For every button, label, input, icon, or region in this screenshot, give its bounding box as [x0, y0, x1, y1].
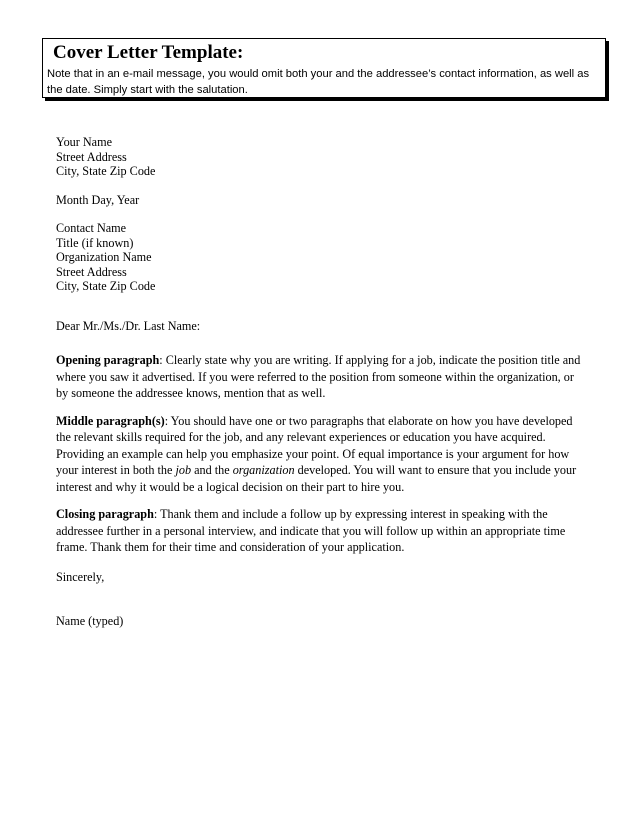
opening-label: Opening paragraph [56, 353, 160, 367]
recipient-street: Street Address [56, 264, 127, 279]
date-line: Month Day, Year [56, 192, 140, 207]
salutation [56, 319, 586, 334]
middle-label: Middle paragraph(s) [56, 413, 165, 428]
middle-text-a: : You should have one or two paragraphs that elaborate on how you have developed the relevant skills required for the job, and any relevant experiences or education you have acquired. Providing an example can help you emphasize your point. Of equal importance is your argument for how your interest in both the [56, 413, 573, 477]
middle-emphasis-organization: organization [232, 463, 295, 477]
middle-paragraph [56, 413, 586, 496]
sender-city: City, State Zip Code [56, 164, 156, 178]
sender-address [56, 135, 586, 179]
middle-text-b: and the [191, 463, 233, 477]
opening-text: : Clearly state why you are writing. If applying for a job, indicate the position title and where you saw it advertised. If you were referred to the position from someone within the organization, or by someone the addressee knows, mention that as well. [56, 353, 581, 400]
recipient-title: Title (if known) [56, 235, 134, 250]
sender-name: Your Name [56, 135, 112, 149]
signature [56, 614, 586, 629]
signoff [56, 570, 586, 585]
middle-text-c: developed. You will want to ensure that you include your interest and why it would be a logical decision on their part to hire you. [56, 463, 577, 494]
recipient-organization: Organization Name [56, 250, 152, 264]
recipient-city: City, State Zip Code [56, 279, 156, 293]
signature-line: Name (typed) [56, 614, 124, 628]
recipient-address [56, 221, 586, 294]
letter-body [56, 135, 586, 629]
template-title: Cover Letter Template: [53, 42, 244, 63]
closing-label: Closing paragraph [56, 507, 154, 521]
template-header-box [42, 38, 606, 98]
signoff-line: Sincerely, [56, 569, 105, 584]
salutation-line: Dear Mr./Ms./Dr. Last Name: [56, 318, 201, 333]
recipient-contact: Contact Name [56, 221, 127, 235]
template-note: Note that in an e-mail message, you would omit both your and the addressee’s contact information, as well as the date. Simply start with the salutation. [47, 68, 590, 96]
opening-paragraph [56, 352, 586, 402]
middle-emphasis-job: job [175, 463, 192, 477]
letter-date [56, 193, 586, 208]
closing-text: : Thank them and include a follow up by expressing interest in speaking with the addressee further in a personal interview, and indicate that you will follow up within an appropriate time frame. Thank them for their time and consideration of your application. [56, 507, 566, 554]
closing-paragraph [56, 506, 586, 556]
sender-street: Street Address [56, 149, 127, 164]
